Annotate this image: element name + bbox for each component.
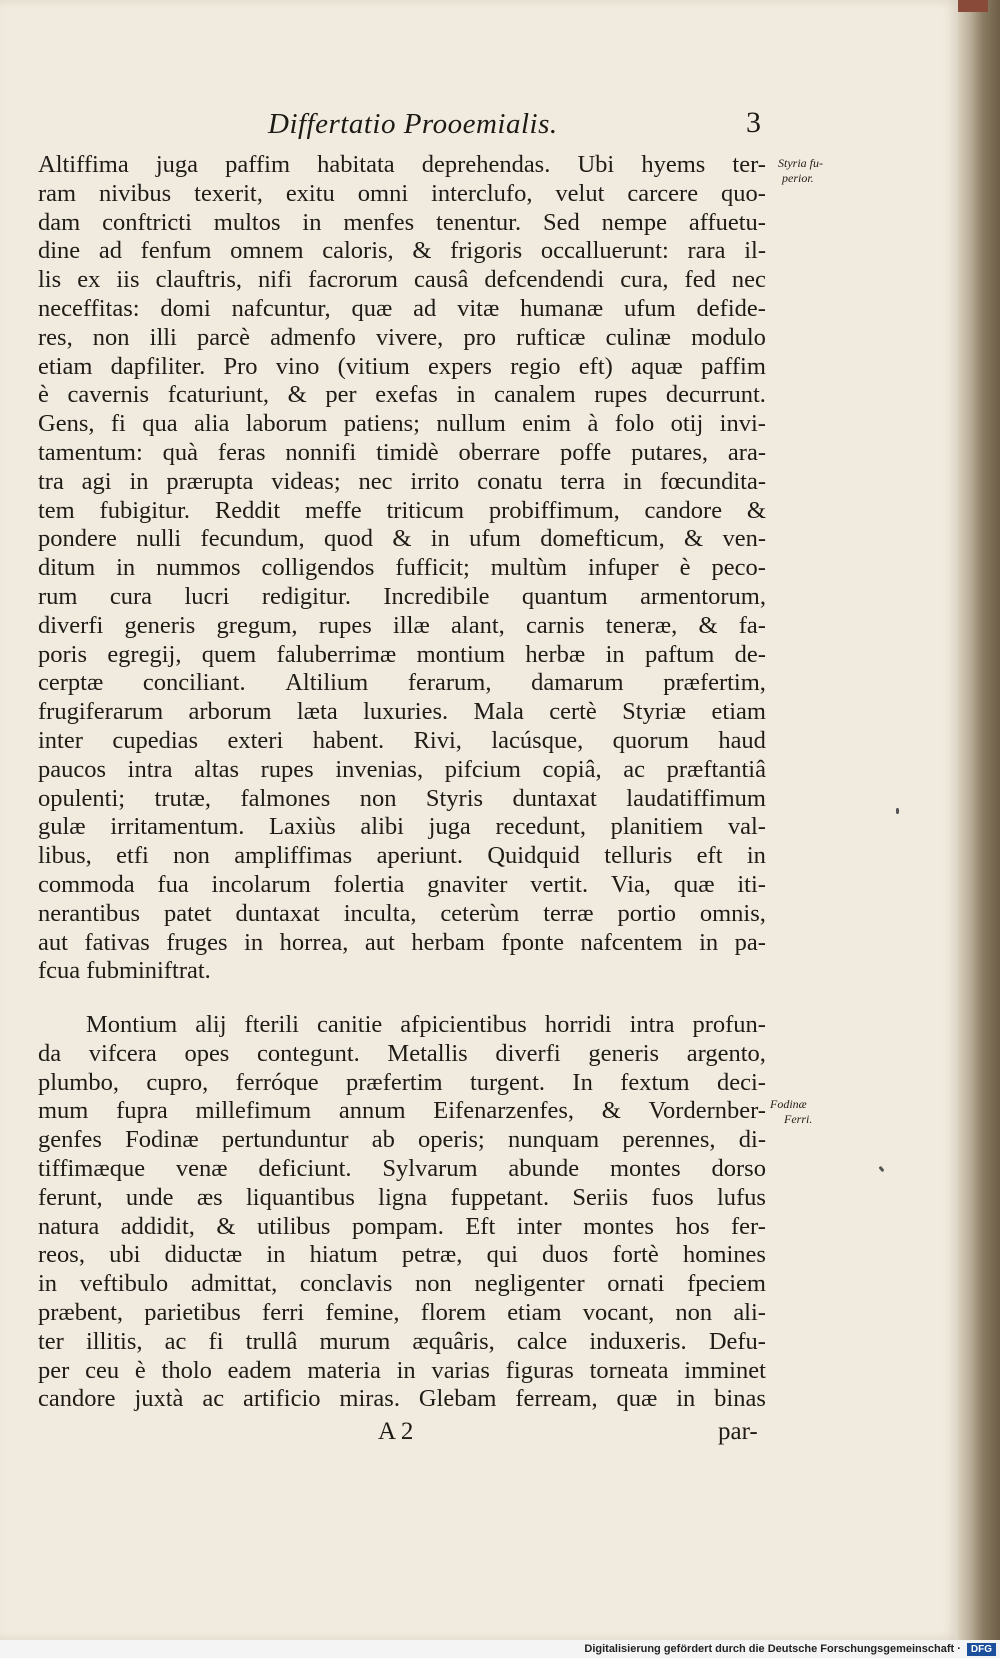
text-line: libus, etfi non ampliffimas aperiunt. Quidquid telluris eft in [38, 842, 766, 870]
page-edge [958, 0, 1000, 1640]
footer-text: Digitalisierung gefördert durch die Deutsche Forschungsgemeinschaft · [584, 1643, 961, 1655]
text-line: reos, ubi diductæ in hiatum petræ, qui duos fortè homines [38, 1241, 766, 1269]
text-line: tem fubigitur. Reddit meffe triticum probiffimum, candore & [38, 496, 766, 524]
text-line: Altiffima juga paffim habitata deprehendas. Ubi hyems ter- [38, 151, 766, 178]
text-line: tiffimæque venæ deficiunt. Sylvarum abunde montes dorso [38, 1155, 766, 1182]
text-line: res, non illi parcè admenfo vivere, pro rufticæ culinæ modulo [38, 323, 766, 351]
text-line: neceffitas: domi nafcuntur, quæ ad vitæ humanæ ufum defide- [38, 295, 766, 322]
text-line: frugiferarum arborum læta luxuries. Mala certè Styriæ etiam [38, 698, 766, 726]
text-line: candore juxtà ac artificio miras. Glebam ferream, quæ in binas [38, 1385, 766, 1413]
text-line: fcua fubminiftrat. [38, 957, 211, 985]
running-head-title: Differtatio Prooemialis. [268, 108, 558, 140]
text-line: in veftibulo admittat, conclavis non negligenter ornati fpeciem [38, 1270, 766, 1298]
digitization-footer [0, 1640, 1000, 1658]
binding-edge [958, 0, 988, 12]
text-line: dine ad fenfum omnem caloris, & frigoris occalluerunt: rara il- [38, 237, 766, 265]
text-line: per ceu è tholo eadem materia in varias figuras torneata imminet [38, 1356, 766, 1384]
text-line: præbent, parietibus ferri femine, florem etiam vocant, non ali- [38, 1299, 766, 1326]
text-line: mum fupra millefimum annum Eifenarzenfes, & Vordernber- [38, 1097, 766, 1125]
text-line: etiam dapfiliter. Pro vino (vitium expers regio eft) aquæ paffim [38, 352, 766, 380]
text-line: cerptæ conciliant. Altilium ferarum, damarum præfertim, [38, 669, 766, 697]
text-line: Gens, fi qua alia laborum patiens; nullum enim à folo otij invi- [38, 410, 766, 438]
text-line: inter cupedias exteri habent. Rivi, lacúsque, quorum haud [38, 727, 766, 754]
text-line: lis ex iis clauftris, nifi facrorum causâ defcendendi cura, fed nec [38, 266, 766, 294]
marginal-note-styria [778, 156, 823, 186]
ink-speck [896, 808, 899, 814]
text-line: plumbo, cupro, ferróque præfertim turgent. In fextum deci- [38, 1068, 766, 1096]
dfg-logo: DFG [967, 1643, 996, 1656]
text-line: natura addidit, & utilibus pompam. Eft inter montes hos fer- [38, 1212, 766, 1240]
text-line: paucos intra altas rupes invenias, pifcium copiâ, ac præftantiâ [38, 755, 766, 783]
text-line: ter illitis, ac fi trullâ murum æquâris, calce induxeris. Defu- [38, 1327, 766, 1355]
marginal-note-line: perior. [782, 171, 814, 185]
text-line: tamentum: quà feras nonnifi timidè oberrare poffe putares, ara- [38, 439, 766, 466]
marginal-note-fodinae [770, 1097, 812, 1127]
text-line: genfes Fodinæ pertunduntur ab operis; nunquam perennes, di- [38, 1126, 766, 1154]
text-line: pondere nulli fecundum, quod & in ufum domefticum, & ven- [38, 525, 766, 553]
marginal-note-line: Fodinæ [770, 1097, 807, 1111]
text-line: aut fativas fruges in horrea, aut herbam fponte nafcentem in pa- [38, 928, 766, 956]
text-line: rum cura lucri redigitur. Incredibile quantum armentorum, [38, 583, 766, 610]
text-line: nerantibus patet duntaxat inculta, ceterùm terræ portio omnis, [38, 899, 766, 927]
signature-mark: A 2 [378, 1418, 414, 1445]
text-line: dam conftricti multos in menfes tenentur. Sed nempe affuetu- [38, 208, 766, 236]
page-number: 3 [746, 106, 761, 139]
text-line: Montium alij fterili canitie afpicientibus horridi intra profun- [86, 1011, 766, 1038]
text-line: poris egregij, quem faluberrimæ montium herbæ in paftum de- [38, 640, 766, 668]
text-line: è cavernis fcaturiunt, & per exefas in canalem rupes decurrunt. [38, 381, 766, 409]
marginal-note-line: Ferri. [784, 1112, 813, 1126]
catchword: par- [718, 1418, 758, 1445]
text-line: ditum in nummos colligendos fufficit; multùm infuper è peco- [38, 554, 766, 582]
text-line: da vifcera opes contegunt. Metallis diverfi generis argento, [38, 1039, 766, 1067]
text-line: opulenti; trutæ, falmones non Styris duntaxat laudatiffimum [38, 784, 766, 812]
text-line: commoda fua incolarum folertia gnaviter vertit. Via, quæ iti- [38, 871, 766, 898]
text-line: diverfi generis gregum, rupes illæ alant, carnis teneræ, & fa- [38, 611, 766, 639]
text-line: ram nivibus texerit, exitu omni interclufo, velut carcere quo- [38, 179, 766, 207]
marginal-note-line: Styria fu- [778, 156, 823, 170]
text-line: tra agi in prærupta videas; nec irrito conatu terra in fœcundita- [38, 467, 766, 495]
text-line: ferunt, unde æs liquantibus ligna fuppetant. Seriis fuos lufus [38, 1183, 766, 1211]
text-line: gulæ irritamentum. Laxiùs alibi juga recedunt, planitiem val- [38, 813, 766, 841]
